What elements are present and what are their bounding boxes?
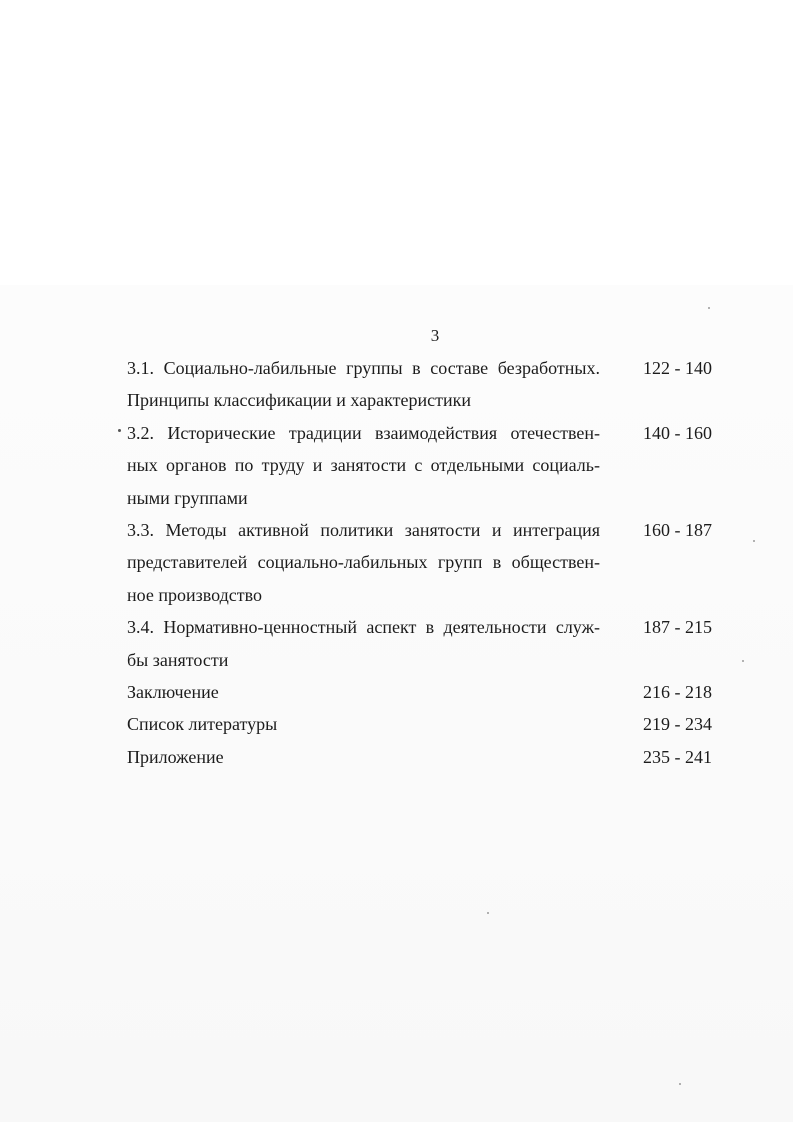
toc-entry-title xyxy=(127,611,600,676)
toc-entry-title xyxy=(127,708,600,740)
scan-speck xyxy=(679,1083,681,1085)
toc-entry-line: 3.4. Нормативно-ценностный аспект в деятельности служ- xyxy=(127,617,600,638)
toc-entry-title xyxy=(127,417,600,514)
toc-entry-line: Приложение xyxy=(127,746,224,767)
toc-entry-line: бы занятости xyxy=(127,649,229,670)
scan-speck xyxy=(708,307,710,309)
toc-entry-references xyxy=(127,708,712,740)
toc-entry-line: 3.1. Социально-лабильные группы в составе безработных. xyxy=(127,358,600,378)
toc-entry-pages: 216 - 218 xyxy=(643,682,712,703)
toc-entry-line: ных органов по труду и занятости с отдельными социаль- xyxy=(127,455,600,476)
toc-entry-line: 3.3. Методы активной политики занятости и интеграция xyxy=(127,520,600,541)
toc-entry-3-2 xyxy=(127,417,712,514)
page-number: 3 xyxy=(430,326,440,345)
toc-entry-line: Список литературы xyxy=(127,714,278,735)
toc-entry-conclusion xyxy=(127,676,712,708)
scan-speck xyxy=(753,540,755,542)
toc-entry-line: Принципы классификации и характеристики xyxy=(127,390,471,411)
toc-entry-title xyxy=(127,514,600,611)
toc-entry-3-4 xyxy=(127,611,712,676)
toc-entry-title xyxy=(127,676,600,708)
toc-entry-line: Заключение xyxy=(127,682,219,703)
toc-entry-line: представителей социально-лабильных групп в обществен- xyxy=(127,552,600,573)
scan-speck xyxy=(487,912,489,914)
table-of-contents xyxy=(127,352,712,773)
toc-entry-line: ное производство xyxy=(127,584,262,605)
toc-entry-pages: 219 - 234 xyxy=(643,714,712,735)
toc-entry-pages: 235 - 241 xyxy=(643,746,712,767)
toc-entry-title xyxy=(127,741,600,773)
toc-entry-pages: 160 - 187 xyxy=(643,520,712,541)
toc-entry-pages: 187 - 215 xyxy=(643,617,712,638)
toc-entry-3-1 xyxy=(127,352,712,417)
toc-entry-line: ными группами xyxy=(127,487,248,508)
toc-entry-pages: 140 - 160 xyxy=(643,422,712,443)
toc-entry-appendix xyxy=(127,741,712,773)
toc-entry-3-3 xyxy=(127,514,712,611)
scan-dot-mark xyxy=(118,429,121,432)
toc-entry-title xyxy=(127,352,600,417)
toc-entry-line: 3.2. Исторические традиции взаимодействия отечествен- xyxy=(127,422,600,443)
scan-speck xyxy=(742,660,744,662)
toc-entry-pages: 122 - 140 xyxy=(643,358,712,378)
